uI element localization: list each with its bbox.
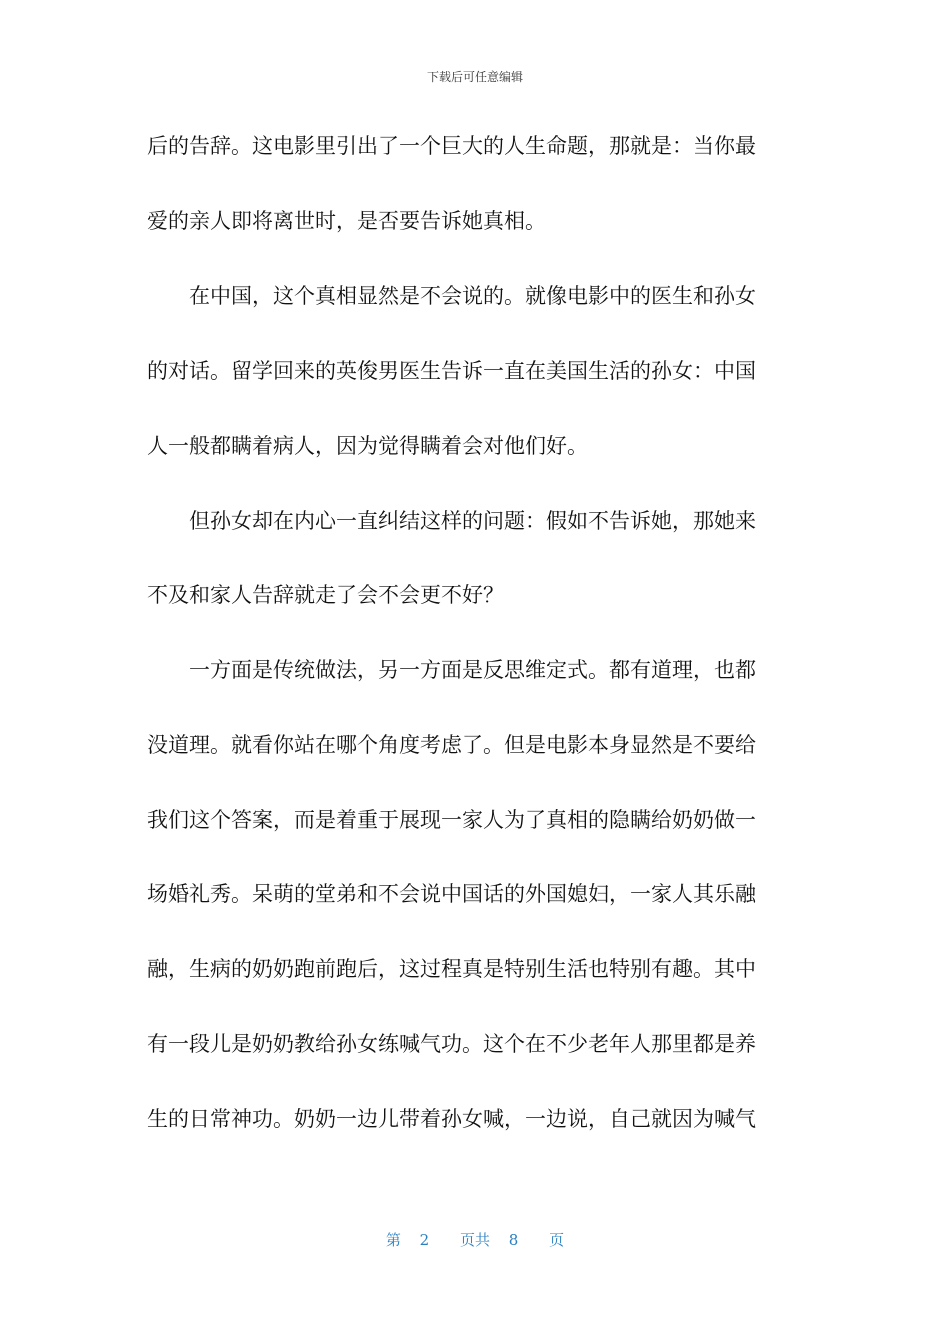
total-page-number: 8 [508, 1231, 519, 1249]
text-line: 我们这个答案，而是着重于展现一家人为了真相的隐瞒给奶奶做一 [147, 808, 756, 832]
page-header-note: 下载后可任意编辑 [426, 70, 523, 84]
text-line: 人一般都瞒着病人，因为觉得瞒着会对他们好。 [147, 434, 588, 458]
footer-suffix: 页 [549, 1231, 565, 1249]
text-line: 场婚礼秀。呆萌的堂弟和不会说中国话的外国媳妇，一家人其乐融 [147, 882, 756, 906]
text-line: 的对话。留学回来的英俊男医生告诉一直在美国生活的孙女：中国 [147, 359, 756, 383]
text-line: 后的告辞。这电影里引出了一个巨大的人生命题，那就是：当你最 [147, 134, 756, 158]
text-line: 不及和家人告辞就走了会不会更不好？ [147, 583, 504, 607]
text-line: 有一段儿是奶奶教给孙女练喊气功。这个在不少老年人那里都是养 [147, 1032, 756, 1056]
paragraph-start-line: 一方面是传统做法，另一方面是反思维定式。都有道理，也都 [189, 658, 756, 682]
footer-prefix: 第 [385, 1231, 401, 1249]
text-line: 爱的亲人即将离世时，是否要告诉她真相。 [147, 209, 546, 233]
paragraph-start-line: 在中国，这个真相显然是不会说的。就像电影中的医生和孙女 [189, 284, 756, 308]
text-line: 生的日常神功。奶奶一边儿带着孙女喊，一边说，自己就因为喊气 [147, 1107, 756, 1131]
paragraph-start-line: 但孙女却在内心一直纠结这样的问题：假如不告诉她，那她来 [189, 509, 756, 533]
text-line: 融，生病的奶奶跑前跑后，这过程真是特别生活也特别有趣。其中 [147, 957, 756, 981]
footer-middle: 页共 [459, 1231, 490, 1249]
text-line: 没道理。就看你站在哪个角度考虑了。但是电影本身显然是不要给 [147, 733, 756, 757]
current-page-number: 2 [419, 1231, 430, 1249]
page-footer [0, 1229, 950, 1250]
